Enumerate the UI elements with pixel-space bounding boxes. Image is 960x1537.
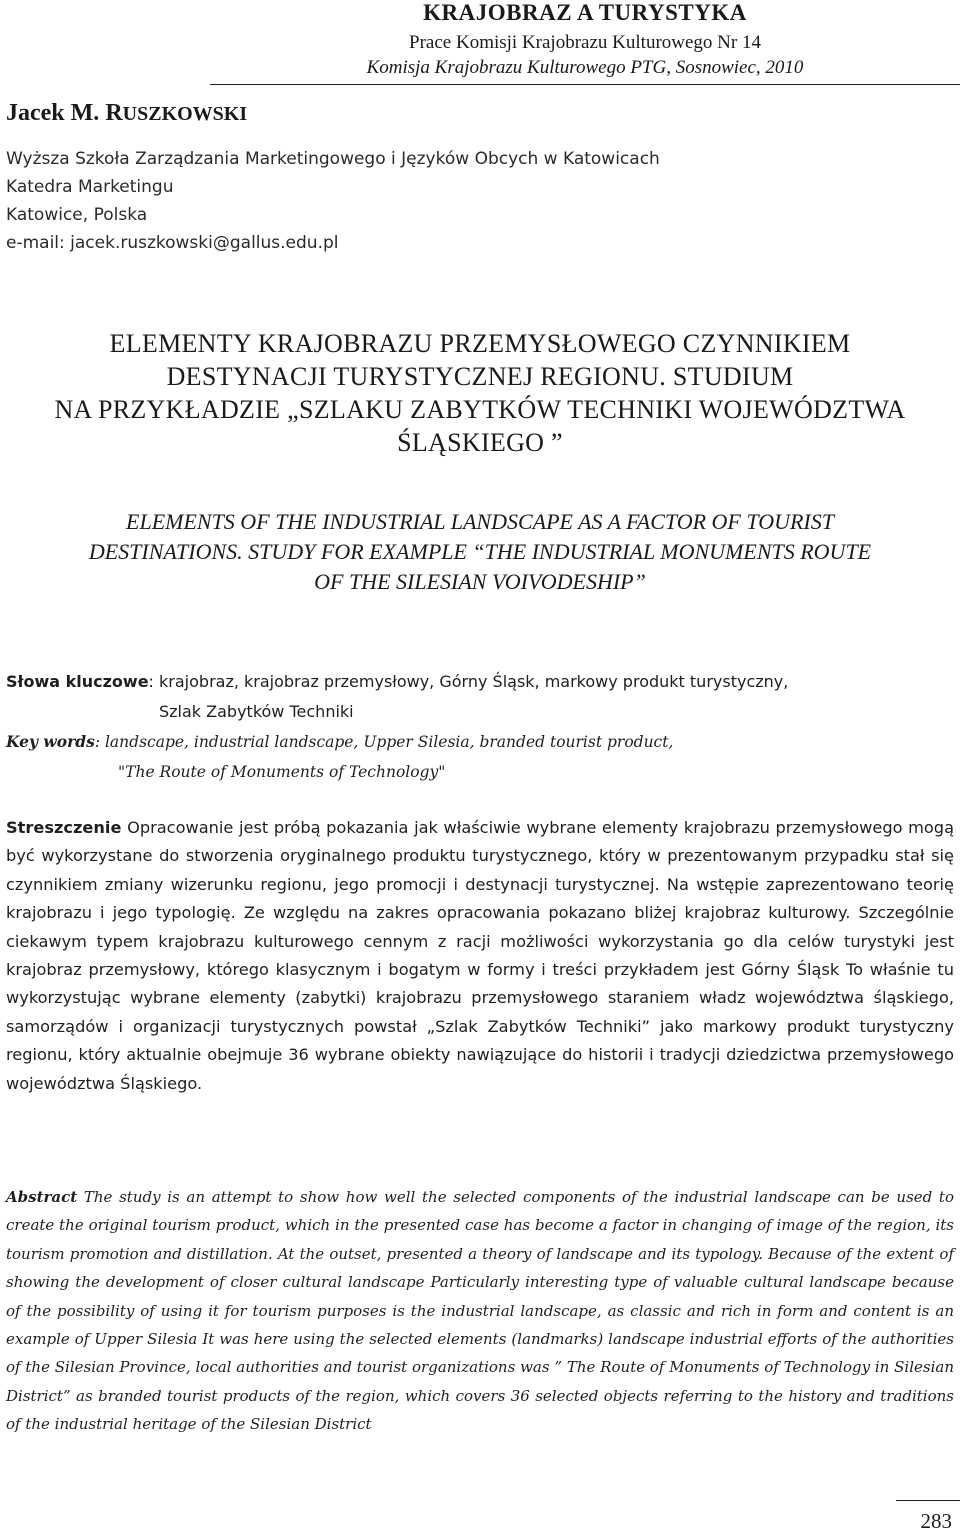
keywords-english-label: Key words	[6, 732, 95, 751]
abstract-english-label: Abstract	[6, 1188, 78, 1206]
journal-title: KRAJOBRAZ A TURYSTYKA	[423, 0, 747, 25]
journal-publisher: Komisja Krajobrazu Kulturowego PTG, Sosnowiec, 2010	[366, 57, 804, 78]
keywords-polish	[6, 667, 788, 697]
affiliation-institution: Wyższa Szkoła Zarządzania Marketingowego i Języków Obcych w Katowicach	[6, 149, 660, 169]
title-english-line: DESTINATIONS. STUDY FOR EXAMPLE “THE INDUSTRIAL MONUMENTS ROUTE	[88, 539, 872, 564]
title-polish-line: ELEMENTY KRAJOBRAZU PRZEMYSŁOWEGO CZYNNIKIEM	[109, 329, 851, 358]
keywords-polish-text: : krajobraz, krajobraz przemysłowy, Górny Śląsk, markowy produkt turystyczny,	[148, 672, 789, 691]
keywords-block	[6, 667, 788, 787]
page-number: 283	[920, 1509, 952, 1533]
page-number-rule	[896, 1500, 960, 1501]
title-polish-line: DESTYNACJI TURYSTYCZNEJ REGIONU. STUDIUM	[166, 362, 794, 391]
title-english-line: ELEMENTS OF THE INDUSTRIAL LANDSCAPE AS A FACTOR OF TOURIST	[126, 509, 834, 534]
abstract-polish	[6, 814, 954, 1098]
keywords-english	[6, 727, 788, 757]
title-english	[0, 507, 960, 597]
affiliation-email: e-mail: jacek.ruszkowski@gallus.edu.pl	[6, 233, 339, 253]
journal-header	[210, 0, 960, 79]
abstract-polish-text: Opracowanie jest próbą pokazania jak właściwie wybrane elementy krajobrazu przemysłowego mogą być wykorzystane do stworzenia oryginalnego produktu turystycznego, który w prezentowanym przypadku stał się czynnikiem zmiany wizerunku regionu, jego promocji i destynacji turystycznej. Na wstępie zaprezentowano teorię krajobrazu i jego typologię. Ze względu na zakres opracowania pokazano bliżej krajobraz kulturowy. Szczególnie ciekawym typem krajobrazu kulturowego cennym z racji możliwości wykorzystania go dla celów turystyki jest krajobraz przemysłowy, którego klasycznym i bogatym w formy i treści przykładem jest Górny Śląsk To właśnie tu wykorzystując wybrane elementy (zabytki) krajobrazu przemysłowego staraniem władz województwa śląskiego, samorządów i organizacji turystycznych powstał „Szlak Zabytków Techniki” jako markowy produkt turystyczny regionu, który aktualnie obejmuje 36 wybrane obiekty nawiązujące do historii i tradycji dziedzictwa przemysłowego województwa Śląskiego.	[6, 818, 954, 1093]
title-polish	[0, 327, 960, 459]
keywords-polish-continued: Szlak Zabytków Techniki	[159, 702, 354, 721]
keywords-english-text: : landscape, industrial landscape, Upper Silesia, branded tourist product,	[94, 733, 674, 751]
abstract-polish-label: Streszczenie	[6, 818, 122, 837]
header-rule	[210, 84, 960, 85]
abstract-english	[6, 1183, 954, 1439]
title-polish-line: NA PRZYKŁADZIE „SZLAKU ZABYTKÓW TECHNIKI WOJEWÓDZTWA	[54, 395, 906, 424]
author-last-name: USZKOWSKI	[122, 103, 248, 125]
author-last-initial: R	[105, 100, 123, 126]
affiliation-department: Katedra Marketingu	[6, 177, 174, 197]
abstract-english-text: The study is an attempt to show how well the selected components of the industrial landscape can be used to create the original tourism product, which in the presented case has become a factor in changing of image of the region, its tourism promotion and distillation. At the outset, presented a theory of landscape and its typology. Because of the extent of showing the development of closer cultural landscape Particularly interesting type of valuable cultural landscape because of the possibility of using it for tourism purposes is the industrial landscape, as classic and rich in form and content is an example of Upper Silesia It was here using the selected elements (landmarks) landscape industrial efforts of the authorities of the Silesian Province, local authorities and tourist organizations was ” The Route of Monuments of Technology in Silesian District” as branded tourist products of the region, which covers 36 selected objects referring to the history and traditions of the industrial heritage of the Silesian District	[6, 1188, 954, 1434]
affiliation-location: Katowice, Polska	[6, 205, 148, 225]
title-english-line: OF THE SILESIAN VOIVODESHIP”	[314, 569, 646, 594]
author-name	[6, 98, 247, 129]
journal-series: Prace Komisji Krajobrazu Kulturowego Nr 14	[409, 32, 761, 53]
author-first-name: Jacek M.	[6, 100, 106, 126]
title-polish-line: ŚLĄSKIEGO ”	[397, 428, 563, 457]
keywords-polish-label: Słowa kluczowe	[6, 672, 149, 691]
keywords-english-continued: "The Route of Monuments of Technology"	[118, 763, 446, 781]
affiliation	[6, 145, 660, 257]
